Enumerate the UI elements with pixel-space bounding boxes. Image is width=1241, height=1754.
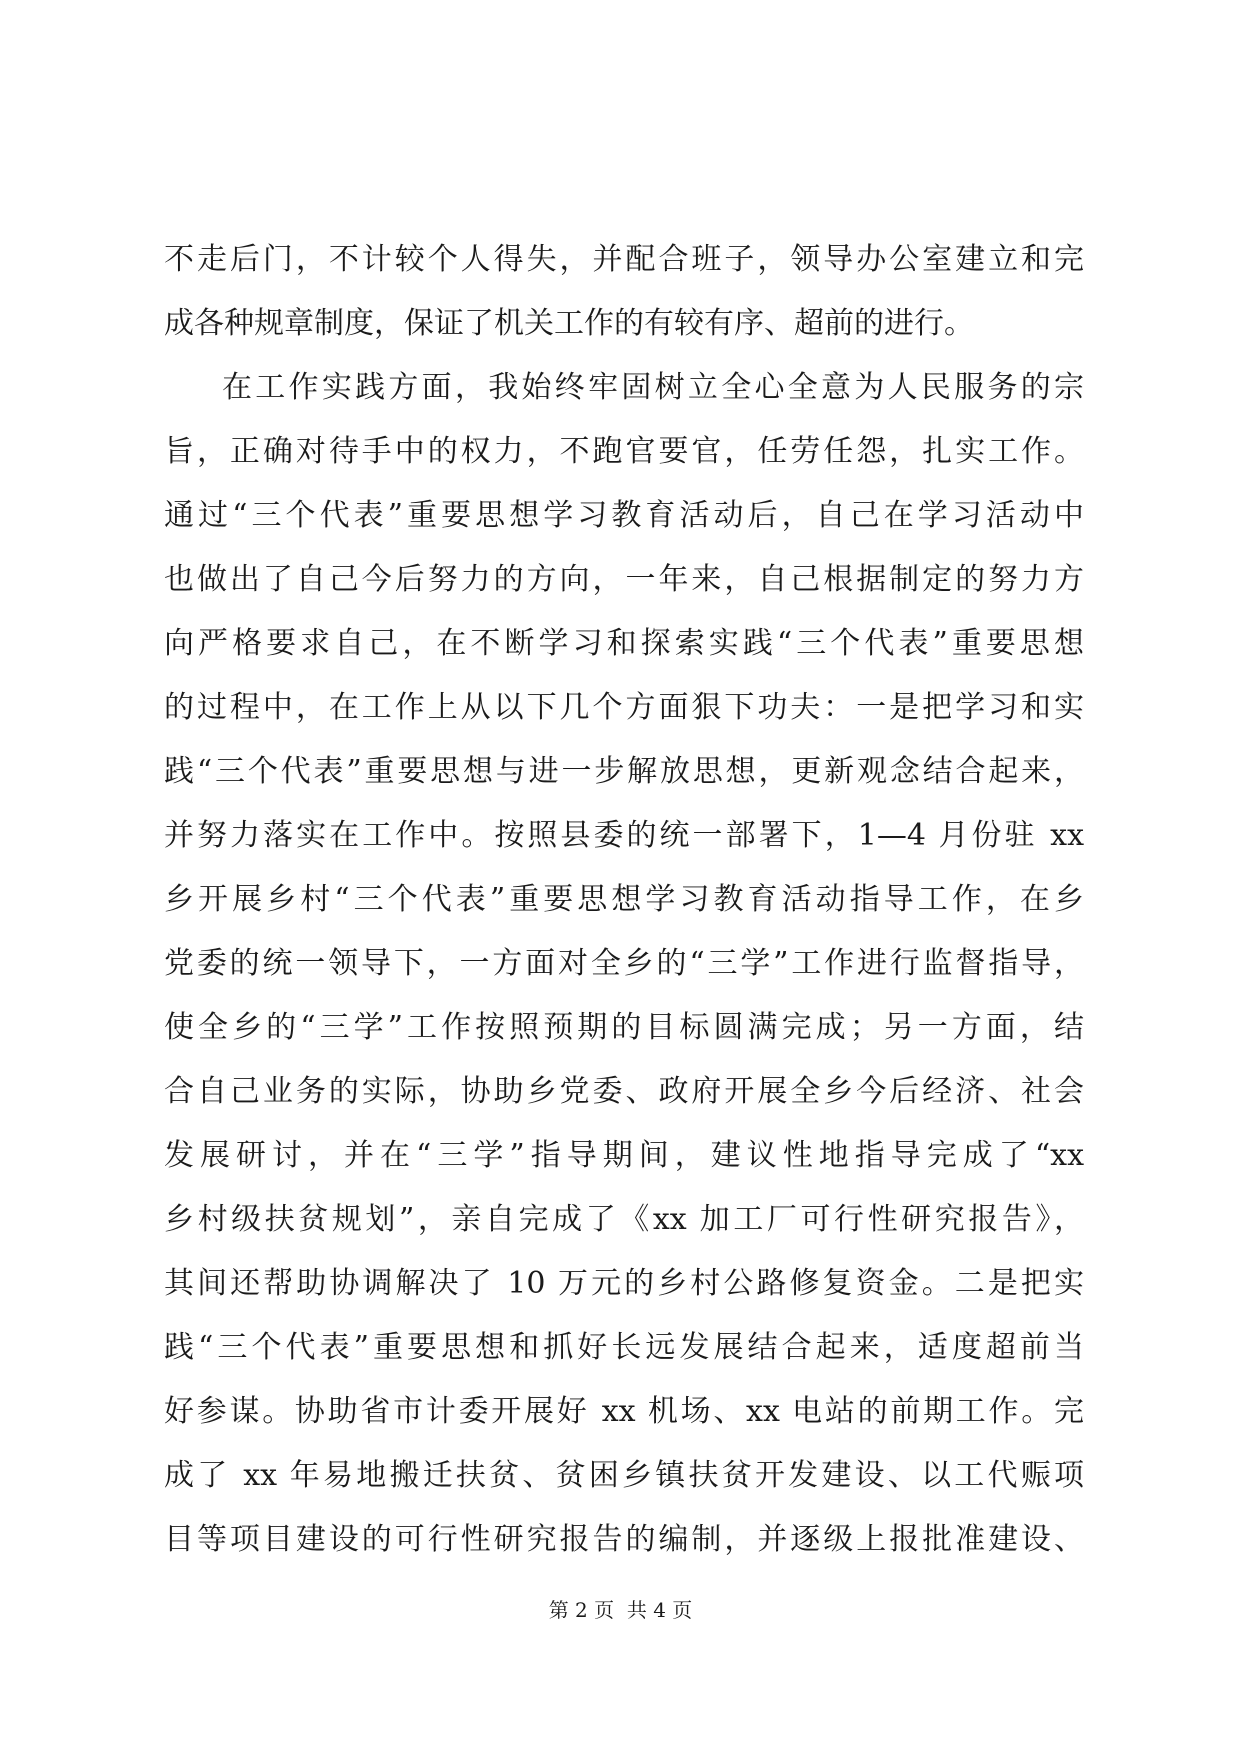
text-line: 使全乡的“三学”工作按照预期的目标圆满完成；另一方面，结 xyxy=(164,1010,1084,1045)
text-line: 成了 xx 年易地搬迁扶贫、贫困乡镇扶贫开发建设、以工代赈项 xyxy=(164,1458,1084,1493)
text-line: 不走后门，不计较个人得失，并配合班子，领导办公室建立和完 xyxy=(164,242,1084,277)
text-line: 向严格要求自己，在不断学习和探索实践“三个代表”重要思想 xyxy=(164,626,1084,661)
text-line: 通过“三个代表”重要思想学习教育活动后，自己在学习活动中 xyxy=(164,498,1084,533)
text-line: 旨，正确对待手中的权力，不跑官要官，任劳任怨，扎实工作。 xyxy=(164,434,1084,469)
text-line: 目等项目建设的可行性研究报告的编制，并逐级上报批准建设、 xyxy=(164,1522,1084,1557)
text-line: 践“三个代表”重要思想和抓好长远发展结合起来，适度超前当 xyxy=(164,1330,1084,1365)
text-line: 的过程中，在工作上从以下几个方面狠下功夫：一是把学习和实 xyxy=(164,690,1084,725)
text-line: 好参谋。协助省市计委开展好 xx 机场、xx 电站的前期工作。完 xyxy=(164,1394,1084,1429)
text-line: 其间还帮助协调解决了 10 万元的乡村公路修复资金。二是把实 xyxy=(164,1266,1084,1301)
page-number-footer: 第 2 页 共 4 页 xyxy=(548,1598,693,1622)
text-line: 也做出了自己今后努力的方向，一年来，自己根据制定的努力方 xyxy=(164,562,1084,597)
body-text xyxy=(164,228,1084,1572)
text-line: 成各种规章制度，保证了机关工作的有较有序、超前的进行。 xyxy=(164,306,974,341)
text-line: 在工作实践方面，我始终牢固树立全心全意为人民服务的宗 xyxy=(222,370,1084,405)
text-line: 乡村级扶贫规划”，亲自完成了《xx 加工厂可行性研究报告》， xyxy=(164,1202,1084,1237)
text-line: 乡开展乡村“三个代表”重要思想学习教育活动指导工作，在乡 xyxy=(164,882,1084,917)
text-line: 合自己业务的实际，协助乡党委、政府开展全乡今后经济、社会 xyxy=(164,1074,1084,1109)
text-line: 发展研讨，并在“三学”指导期间，建议性地指导完成了“xx xyxy=(164,1138,1084,1173)
text-line: 党委的统一领导下，一方面对全乡的“三学”工作进行监督指导， xyxy=(164,946,1084,981)
text-line: 并努力落实在工作中。按照县委的统一部署下，1—4 月份驻 xx xyxy=(164,818,1084,853)
text-line: 践“三个代表”重要思想与进一步解放思想，更新观念结合起来， xyxy=(164,754,1084,789)
